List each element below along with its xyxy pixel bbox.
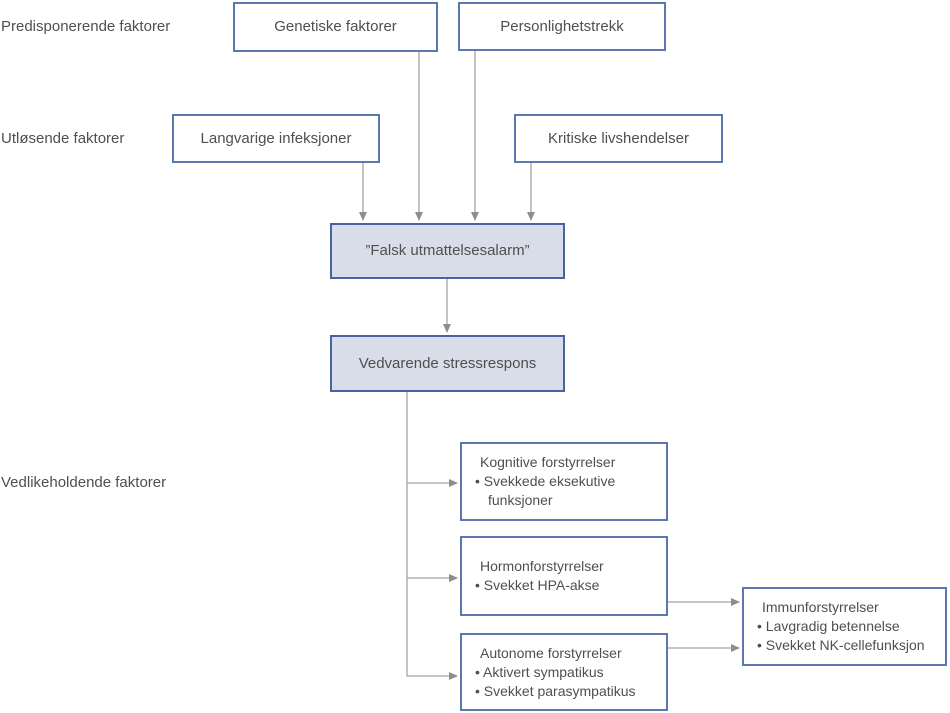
row-label-maintaining-factors: Vedlikeholdende faktorer: [1, 474, 167, 491]
node-autonomic-disturbances-title: Autonome forstyrrelser: [480, 644, 622, 661]
node-critical-life-events: [514, 114, 723, 163]
node-sustained-stress-response-label: Vedvarende stressrespons: [358, 354, 537, 372]
node-cognitive-disturbances: [460, 442, 668, 521]
bullet-item: • Svekkede eksekutive funksjoner: [475, 473, 616, 508]
row-label-predisposing-factors: Predisponerende faktorer: [1, 18, 171, 35]
node-critical-life-events-label: Kritiske livshendelser: [548, 129, 689, 147]
node-long-infections: [172, 114, 380, 163]
node-cognitive-disturbances-title: Kognitive forstyrrelser: [480, 454, 616, 470]
node-autonomic-disturbances: [460, 633, 668, 711]
bullet-item: • Svekket HPA-akse: [475, 577, 600, 593]
node-personality-traits-label: Personlighetstrekk: [500, 17, 624, 35]
node-hormonal-disturbances-title: Hormonforstyrrelser: [480, 558, 604, 574]
node-personality-traits: [458, 2, 666, 51]
bullet-item: • Svekket NK-cellefunksjon: [757, 637, 925, 653]
node-false-fatigue-alarm: [330, 223, 565, 279]
node-genetic-factors: [233, 2, 438, 52]
node-genetic-factors-label: Genetiske faktorer: [274, 18, 397, 35]
node-immune-disturbances: [742, 587, 947, 666]
row-label-triggering-factors: Utløsende faktorer: [1, 130, 125, 147]
node-hormonal-disturbances: [460, 536, 668, 616]
bullet-item: • Svekket parasympatikus: [475, 682, 636, 699]
node-false-fatigue-alarm-label: ”Falsk utmattelsesalarm”: [365, 242, 530, 259]
node-long-infections-label: Langvarige infeksjoner: [200, 129, 352, 147]
node-sustained-stress-response: [330, 335, 565, 392]
node-immune-disturbances-title: Immunforstyrrelser: [762, 599, 879, 615]
bullet-item: • Aktivert sympatikus: [475, 663, 604, 680]
bullet-item: • Lavgradig betennelse: [757, 618, 900, 634]
arrow-stress-to-autonomic: [407, 392, 457, 676]
